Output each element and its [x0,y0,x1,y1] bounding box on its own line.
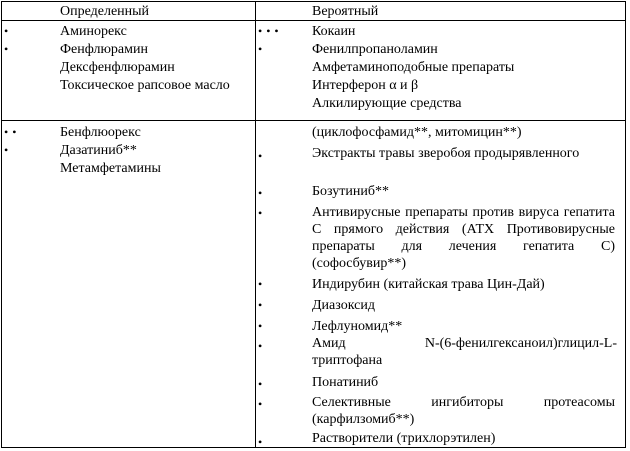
probable-item: Фенилпропаноламин [312,42,438,57]
drug-classification-table [1,1,626,448]
probable-item: Экстракты травы зверобоя продырявленного [312,146,580,161]
header-separator [2,20,625,21]
bullet-icon: • [4,143,9,157]
probable-item: Понатиниб [312,375,379,390]
definite-item: Аминорекс [60,24,127,39]
header-probable: Вероятный [312,4,379,19]
definite-item: Бенфлюорекс [60,125,141,140]
definite-item: Дазатиниб** [60,143,137,158]
bullet-icon: • [4,42,9,56]
bullets-icon: •• [4,125,21,139]
bullet-icon: • [258,339,263,353]
bullet-icon: • [258,319,263,333]
row-separator [2,120,625,121]
probable-item: Амфетаминоподобные препараты [312,60,515,75]
bullet-icon: • [258,42,263,56]
definite-item: Дексфенфлюрамин [60,60,175,75]
header-definite: Определенный [60,4,150,19]
definite-item: Фенфлюрамин [60,42,148,57]
bullet-icon: • [258,298,263,312]
probable-item: Растворители (трихлорэтилен) [312,431,496,446]
bullet-icon: • [4,24,9,38]
probable-item [312,335,617,369]
column-separator [255,2,256,447]
probable-item: Лефлуномид** [312,319,403,334]
bullet-icon: • [258,206,263,220]
amid-line-1: Амид N-(6-фенилгексаноил)глицил-L- [312,336,617,351]
probable-item: (циклофосфамид**, митомицин**) [312,125,522,140]
definite-item: Токсическое рапсовое масло [60,78,230,93]
probable-item: Интерферон α и β [312,78,419,93]
probable-item: Бозутиниб** [312,184,389,199]
probable-item: Кокаин [312,24,356,39]
probable-item: Антивирусные препараты против вируса гепатита С прямого действия (АТХ Противовирусные препараты для лечения гепатита С) (софосбувир**) [312,205,615,271]
bullet-icon: • [258,186,263,200]
definite-item: Метамфетамины [60,161,161,176]
probable-item: Селективные ингибиторы протеасомы (карфилзомиб**) [312,395,615,427]
amid-line-2: триптофана [312,353,383,368]
bullets-icon: ••• [258,24,283,38]
bullet-icon: • [258,277,263,291]
probable-item: Алкилирующие средства [312,96,462,111]
bullet-icon: • [258,397,263,411]
bullet-icon: • [258,149,263,163]
bullet-icon: • [258,435,263,449]
bullet-icon: • [258,377,263,391]
probable-item: Диазоксид [312,298,375,313]
probable-item: Индирубин (китайская трава Цин-Дай) [312,277,545,292]
